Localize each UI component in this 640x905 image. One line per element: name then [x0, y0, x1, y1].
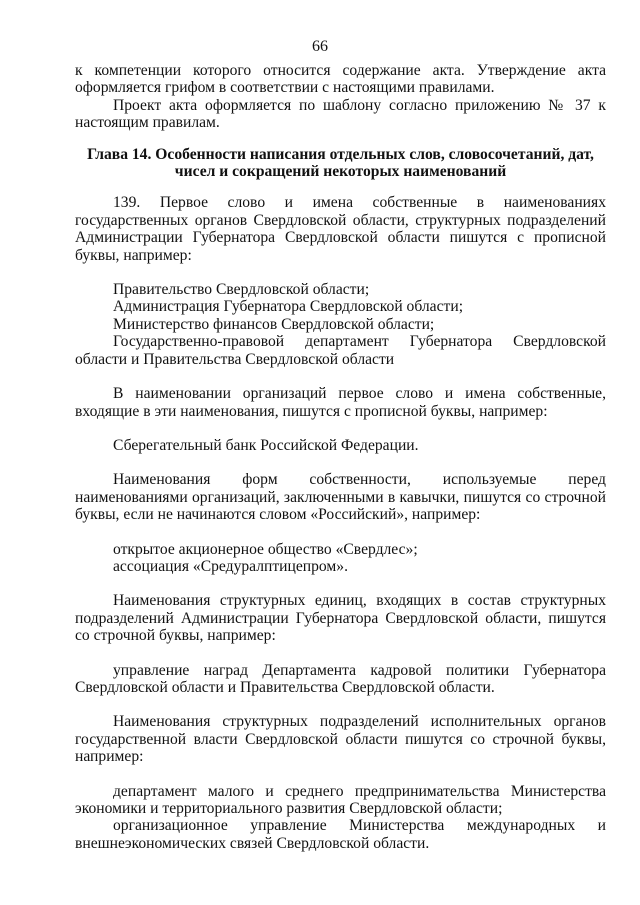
example-line: Сберегательный банк Российской Федерации. [113, 436, 419, 454]
example-line: ассоциация «Средуралптицепром». [113, 557, 348, 575]
rule-paragraph: В наименовании организаций первое слово и имена собственные, входящие в эти наименования, пишутся с прописной буквы, например: [75, 385, 606, 420]
section-139-paragraph: 139. Первое слово и имена собственные в наименованиях государственных органов Свердловской области, структурных подразделений Администрации Губернатора Свердловской области пишутся с прописной буквы, например: [75, 194, 606, 264]
spacer [75, 696, 606, 713]
rule-paragraph: Наименования структурных единиц, входящих в состав структурных подразделений Администрации Губернатора Свердловской области, пишутся со строчной буквы, например: [75, 592, 606, 645]
chapter-heading: Глава 14. Особенности написания отдельных слов, словосочетаний, дат, чисел и сокращений некоторых наименований [87, 145, 594, 181]
spacer [75, 524, 606, 541]
example-line: Министерство финансов Свердловской области; [113, 315, 435, 333]
spacer [75, 766, 606, 783]
example-line: управление наград Департамента кадровой политики Губернатора Свердловской области и Правительства Свердловской области. [75, 661, 606, 696]
example-line: организационное управление Министерства международных и внешнеэкономических связей Свердловской области. [75, 817, 606, 852]
rule-paragraph: Наименования форм собственности, используемые перед наименованиями организаций, заключенными в кавычки, пишутся со строчной буквы, если не начинаются словом «Российский», например: [75, 471, 606, 524]
spacer [75, 575, 606, 592]
intro-paragraph: Проект акта оформляется по шаблону согласно приложению № 37 к настоящим правилам. [75, 96, 606, 132]
example-line: открытое акционерное общество «Свердлес»; [113, 540, 418, 558]
spacer [75, 420, 606, 437]
example-line: Правительство Свердловской области; [113, 281, 370, 299]
spacer [75, 264, 606, 281]
example-line: Администрация Губернатора Свердловской области; [113, 298, 464, 316]
example-line: Государственно-правовой департамент Губернатора Свердловской области и Правительства Свердловской области [75, 333, 606, 368]
page-number: 66 [312, 38, 328, 55]
spacer [75, 454, 606, 471]
intro-paragraph: к компетенции которого относится содержание акта. Утверждение акта оформляется грифом в соответствии с настоящими правилами. [75, 62, 606, 97]
document-body [75, 62, 606, 852]
spacer [75, 368, 606, 385]
spacer [75, 645, 606, 662]
rule-paragraph: Наименования структурных подразделений исполнительных органов государственной власти Свердловской области пишутся со строчной буквы, например: [75, 713, 606, 766]
example-line: департамент малого и среднего предпринимательства Министерства экономики и территориального развития Свердловской области; [75, 782, 606, 817]
